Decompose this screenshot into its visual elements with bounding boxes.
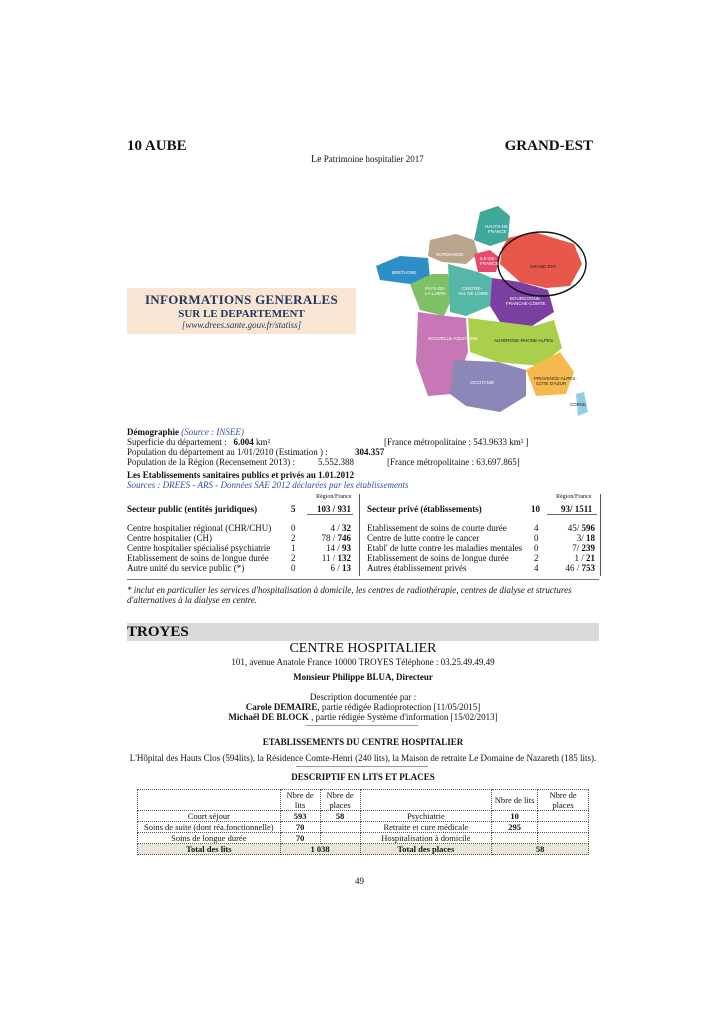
row-places-2 [538,811,589,822]
public-sector-list [127,523,359,573]
public-rule [307,514,353,515]
divider-short-2 [296,766,428,767]
public-sector-count: 5 [291,504,296,514]
total-places-value: 58 [492,844,589,855]
prive-sector-title: Secteur privé (établissements) [367,504,482,514]
prive-sector-list [367,523,598,573]
prive-sector-count: 10 [531,504,540,514]
etab-heading: Les Etablissements sanitaires publics et privés au 1.01.2012 [127,470,355,480]
etab-sources: Sources : DREES - ARS - Données SAE 2012 déclarées par les établissements [127,480,409,490]
row-lits: 70 [280,833,320,844]
svg-text:HAUTS-DE: HAUTS-DE [485,224,509,229]
row-places-2 [538,822,589,833]
total-lits-value: 1 038 [280,844,360,855]
table-header-row [138,790,589,811]
header-places: Nbre de places [320,790,360,811]
public-row: Centre hospitalier régional (CHR/CHU) 0 4 / 32 [127,523,351,533]
row-label: Soins de longue durée [138,833,281,844]
header-lits-2: Nbre de lits [492,790,538,811]
divider-short [306,725,418,726]
lits-heading: DESCRIPTIF EN LITS ET PLACES [291,772,435,782]
svg-text:OCCITANIE: OCCITANIE [470,380,495,385]
page-number: 49 [355,876,364,886]
prive-row: Centre de lutte contre le cancer 0 3/ 18 [367,533,595,543]
svg-text:VAL DE LOIRE: VAL DE LOIRE [458,291,489,296]
prive-row: Etabl' de lutte contre les maladies mentales 0 7/ 239 [367,543,595,553]
region-france-label-public: Région/France [316,494,352,500]
svg-text:FRANCE: FRANCE [480,261,499,266]
row-places [320,822,360,833]
region-france-label-prive: Région/France [556,494,592,500]
info-box [127,288,356,334]
pop-reg-label: Population de la Région (Recensement 2013) : [127,457,295,467]
info-box-subtitle: SUR LE DEPARTEMENT [178,308,305,320]
public-row: Centre hospitalier (CH) 2 78 / 746 [127,533,351,543]
table-row [138,822,589,833]
row-lits: 70 [280,822,320,833]
svg-text:FRANCHE-COMTE: FRANCHE-COMTE [506,301,546,306]
document-subtitle: Le Patrimoine hospitalier 2017 [311,154,424,165]
region-title: GRAND-EST [504,138,593,154]
row-label-2: Hospitalisation à domicile [360,833,492,844]
france-regions-map [370,202,602,420]
superficie-line: Superficie du département : 6.004 km² [127,437,271,447]
row-lits-2: 295 [492,822,538,833]
row-lits: 593 [280,811,320,822]
svg-text:AUVERGNE-RHONE-ALPES: AUVERGNE-RHONE-ALPES [494,338,554,343]
sector-right-border [600,494,601,576]
prive-row: Etablissement de soins de longue durée 2 1 / 21 [367,553,595,563]
city-name: TROYES [127,624,189,640]
row-label: Soins de suite (dont réa.fonctionnelle) [138,822,281,833]
sector-divider [359,494,360,576]
prive-row: Autres établissement privés 4 46 / 753 [367,563,595,573]
hospital-address: 101, avenue Anatole France 10000 TROYES Téléphone : 03.25.49.49.49 [231,657,495,667]
public-sector-rf: 103 / 931 [317,504,352,514]
description-label: Description documentée par : [309,692,417,702]
svg-text:ILE-DE-: ILE-DE- [480,256,497,261]
info-box-title: INFORMATIONS GENERALES [144,292,339,307]
header-places-2: Nbre de places [538,790,589,811]
author-2: Michaël DE BLOCK , partie rédigée Système d'information [15/02/2013] [228,712,498,722]
etab-ch-text: L'Hôpital des Hauts Clos (594lits), la Résidence Comte-Henri (240 lits), la Maison de retraite Le Domaine de Nazareth (185 lits). [129,753,597,763]
demographie-heading: Démographie (Source : INSEE) [127,427,244,437]
svg-text:FRANCE: FRANCE [488,229,507,234]
svg-text:CORSE: CORSE [570,402,587,407]
svg-text:BOURGOGNE-: BOURGOGNE- [510,296,542,301]
info-box-link[interactable]: [www.drees.sante.gouv.fr/statiss] [181,320,302,330]
row-places-2 [538,833,589,844]
hospital-director: Monsieur Philippe BLUA, Directeur [293,672,433,682]
pop-dep-label: Population du département au 1/01/2010 (Estimation ) : [127,447,328,457]
pop-france: [France métropolitaine : 63.697.865] [387,457,520,467]
total-lits-label: Total des lits [138,844,281,855]
prive-sector-rf: 93/ 1511 [561,504,593,514]
pop-reg-value: 5.552.388 [318,457,354,467]
etab-ch-heading: ETABLISSEMENTS DU CENTRE HOSPITALIER [262,737,464,747]
header-lits: Nbre de lits [280,790,320,811]
svg-text:GRAND EST: GRAND EST [530,264,557,269]
superficie-france: [France métropolitaine : 543.9633 km² ] [384,437,529,447]
footnote: * inclut en particulier les services d'hospitalisation à domicile, les centres de radiothérapie, centres de dialyse et structures d'alternatives à la dialyse en centre. [127,585,572,605]
total-places-label: Total des places [360,844,492,855]
svg-text:NORMANDIE: NORMANDIE [436,252,464,257]
svg-text:PROVENCE-ALPES-: PROVENCE-ALPES- [534,376,577,381]
row-label-2: Psychiatrie [360,811,492,822]
svg-text:COTE D'AZUR: COTE D'AZUR [536,381,567,386]
svg-text:NOUVELLE-AQUITAINE: NOUVELLE-AQUITAINE [428,336,478,341]
prive-rule [547,514,597,515]
svg-text:BRETAGNE: BRETAGNE [392,270,417,275]
city-section-bar [127,623,599,641]
table-total-row [138,844,589,855]
table-row [138,833,589,844]
row-lits-2: 10 [492,811,538,822]
section-rule [127,579,599,580]
row-label-2: Retraite et cure médicale [360,822,492,833]
prive-row: Etablissement de soins de courte durée 4 45/ 596 [367,523,595,533]
public-row: Autre unité du service public (*) 0 6 / 13 [127,563,351,573]
svg-text:LA-LOIRE: LA-LOIRE [425,291,446,296]
lits-places-table [137,789,589,855]
public-row: Centre hospitalier spécialisé psychiatrie 1 14 / 93 [127,543,351,553]
row-lits-2 [492,833,538,844]
svg-text:PAYS-DE-: PAYS-DE- [425,286,446,291]
author-1: Carole DEMAIRE, partie rédigée Radioprotection [11/05/2015] [245,702,481,712]
hospital-name: CENTRE HOSPITALIER [289,641,437,656]
row-label: Court séjour [138,811,281,822]
row-places [320,833,360,844]
public-sector-title: Secteur public (entités juridiques) [127,504,258,514]
department-title: 10 AUBE [127,138,187,154]
row-places: 58 [320,811,360,822]
pop-dep-value: 304.357 [355,447,385,457]
public-row: Etablissement de soins de longue durée 2 11 / 132 [127,553,351,563]
table-row [138,811,589,822]
svg-text:CENTRE-: CENTRE- [462,286,482,291]
